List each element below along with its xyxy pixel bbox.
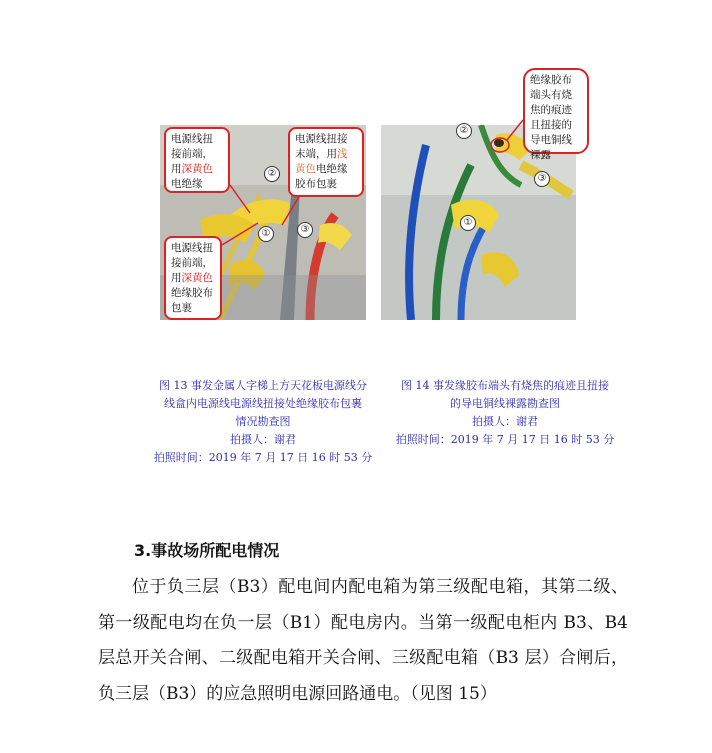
- burn-mark-circle: [491, 138, 509, 152]
- callout-right-text: 绝缘胶布端头有烧焦的痕迹且扭接的导电铜线裸露: [530, 74, 572, 161]
- callout-pointer-right: [381, 60, 601, 180]
- callout-left-bottom-post: 绝缘胶布包裹: [171, 287, 213, 314]
- callout-left-top-post: 电绝缘: [171, 178, 203, 190]
- section-paragraph: [98, 570, 628, 712]
- tag-left-2: ②: [264, 166, 280, 182]
- caption-14-line-4: 拍照时间：2019 年 7 月 17 日 16 时 53 分: [395, 433, 615, 446]
- callout-left-right-highlight: 浅黄色: [295, 148, 348, 175]
- caption-14-line-1: 图 14 事发缘胶布端头有烧焦的痕迹且扭接: [401, 379, 609, 392]
- callout-pointers-left: [160, 125, 366, 320]
- callout-left-right-post: 电绝缘胶布包裹: [295, 163, 348, 190]
- caption-figure-13: [120, 377, 406, 467]
- caption-13-line-1: 图 13 事发金属人字梯上方天花板电源线分: [159, 379, 367, 392]
- caption-13-line-3: 情况勘查图: [235, 415, 291, 428]
- caption-13-line-2: 线盒内电源线电源线扭接处绝缘胶布包裹: [164, 397, 362, 410]
- callout-left-bottom-pre: 电源线扭接前端，用: [171, 242, 213, 284]
- caption-13-line-5: 拍照时间：2019 年 7 月 17 日 16 时 53 分: [153, 451, 373, 464]
- callout-left-top-highlight: 深黄色: [181, 163, 213, 175]
- tag-right-2: ②: [456, 123, 472, 139]
- pointer-left-top: [230, 185, 250, 213]
- caption-14-line-2: 的导电铜线裸露勘查图: [450, 397, 560, 410]
- paragraph-text: 位于负三层（B3）配电间内配电箱为第三级配电箱，其第二级、第一级配电均在负一层（B1）配电房内。当第一级配电柜内 B3、B4 层总开关合闸、二级配电箱开关合闸、三级配电箱（B3 层）合闸后，负三层（B3）的应急照明电源回路通电。（见图 15）: [98, 577, 628, 704]
- caption-figure-14: [372, 377, 638, 449]
- tag-right-1: ①: [460, 215, 476, 231]
- tag-left-3: ③: [297, 222, 313, 238]
- pointer-left-right: [282, 195, 300, 225]
- callout-left-top-pre: 电源线扭接前端，用: [171, 133, 213, 175]
- caption-14-line-3: 拍摄人：谢君: [472, 415, 538, 428]
- caption-13-line-4: 拍摄人：谢君: [230, 433, 296, 446]
- callout-left-bottom-highlight: 深黄色: [181, 272, 213, 284]
- tag-right-3: ③: [534, 171, 550, 187]
- tag-left-1: ①: [258, 226, 274, 242]
- pointer-right: [507, 120, 523, 140]
- callout-left-right-pre: 电源线扭接末端，用: [295, 133, 348, 160]
- section-heading: 3.事故场所配电情况: [134, 541, 280, 560]
- pointer-left-bottom: [222, 223, 258, 245]
